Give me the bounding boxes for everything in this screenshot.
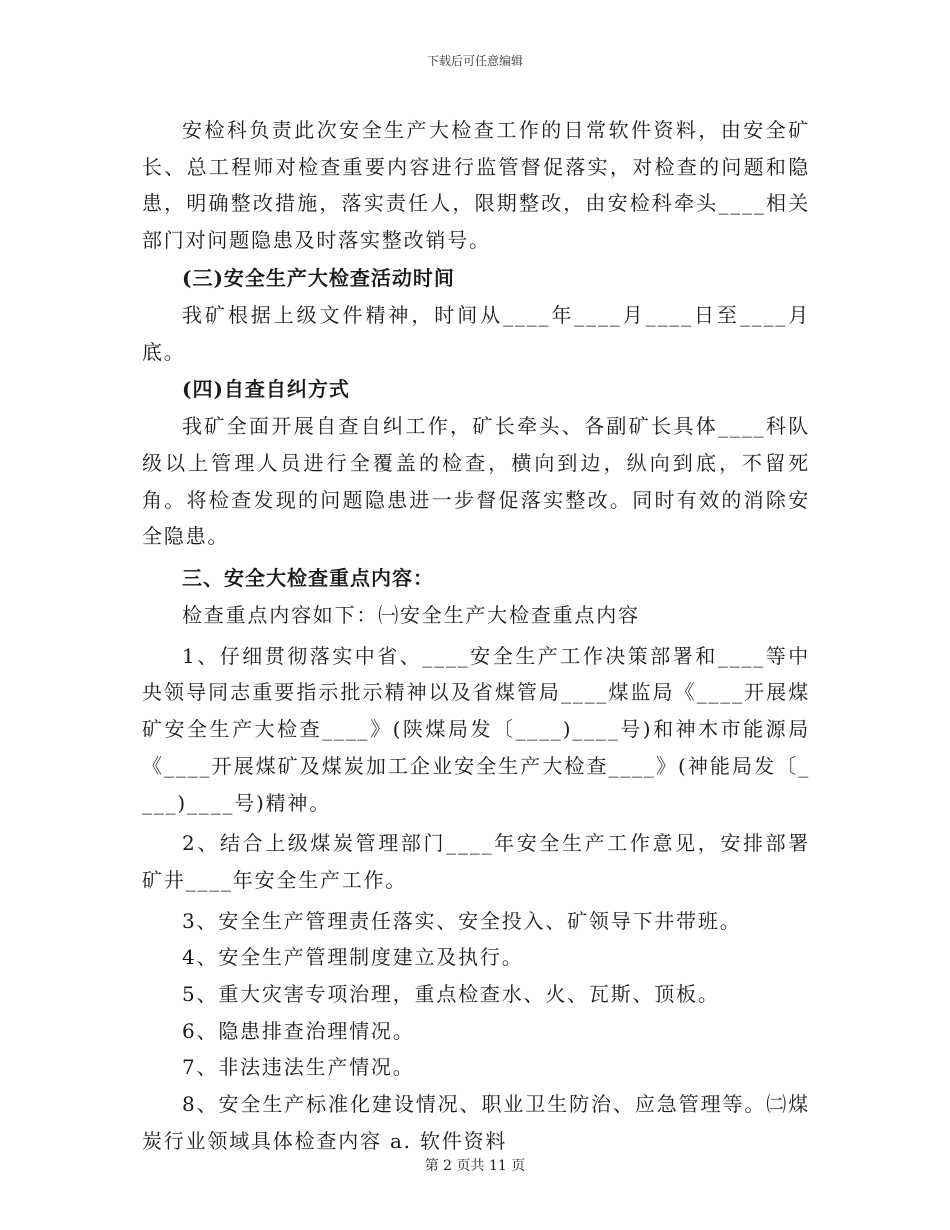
list-item: 4、安全生产管理制度建立及执行。 (182, 945, 524, 970)
page-header: 下载后可任意编辑 (426, 54, 523, 68)
section-heading: (四)自查自纠方式 (182, 377, 350, 402)
list-item: 5、重大灾害专项治理，重点检查水、火、瓦斯、顶板。 (182, 982, 720, 1007)
list-item: 1、仔细贯彻落实中省、____安全生产工作决策部署和____等中央领导同志重要指示批示精神以及省煤管局____煤监局《____开展煤矿安全生产大检查____》(陕煤局发〔____)____号)和神木市能源局《____开展煤矿及煤炭加工企业安全生产大检查____》(神能局发〔____)____号)精神。 (142, 643, 810, 815)
paragraph: 检查重点内容如下：㈠安全生产大检查重点内容 (182, 603, 640, 628)
document-body (142, 112, 810, 1160)
list-item: 6、隐患排查治理情况。 (182, 1018, 415, 1043)
paragraph: 安检科负责此次安全生产大检查工作的日常软件资料，由安全矿长、总工程师对检查重要内容进行监管督促落实，对检查的问题和隐患，明确整改措施，落实责任人，限期整改，由安检科牵头____相关部门对问题隐患及时落实整改销号。 (142, 118, 810, 253)
list-item: 7、非法违法生产情况。 (182, 1055, 415, 1080)
paragraph: 我矿根据上级文件精神，时间从____年____月____日至____月底。 (142, 302, 810, 364)
section-heading: (三)安全生产大检查活动时间 (182, 265, 455, 290)
list-item: 3、安全生产管理责任落实、安全投入、矿领导下井带班。 (182, 908, 742, 933)
list-item: 8、安全生产标准化建设情况、职业卫生防治、应急管理等。㈡煤炭行业领域具体检查内容 a. 软件资料 (142, 1092, 810, 1153)
paragraph: 我矿全面开展自查自纠工作，矿长牵头、各副矿长具体____科队级以上管理人员进行全覆盖的检查，横向到边，纵向到底，不留死角。将检查发现的问题隐患进一步督促落实整改。同时有效的消除安全隐患。 (142, 414, 810, 549)
list-item: 2、结合上级煤炭管理部门____年安全生产工作意见，安排部署矿井____年安全生产工作。 (142, 831, 810, 892)
page-footer: 第 2 页共 11 页 (424, 1158, 526, 1174)
section-heading: 三、安全大检查重点内容： (182, 566, 434, 591)
